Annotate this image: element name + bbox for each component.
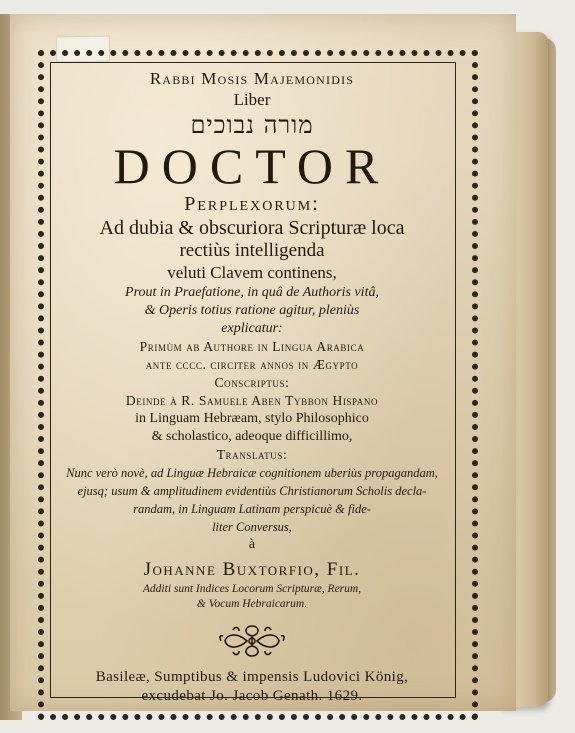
translation-line-3: & scholastico, adeoque difficillimo, <box>151 429 353 444</box>
addendum-line-2: & Vocum Hebraicarum. <box>196 598 308 610</box>
preface-line-2: & Operis totius ratione agitur, pleniùs <box>144 303 360 318</box>
imprint-line-2: excudebat Jo. Jacob Genath. 1629. <box>141 688 363 704</box>
origin-line-1: Primùm ab Authore in Lingua Arabica <box>139 339 365 354</box>
subtitle-line-2: rectiùs intelligenda <box>179 240 325 261</box>
translation-line-4: Translatus: <box>216 447 288 462</box>
liber-line: Liber <box>233 90 271 109</box>
translator-name: Johanne Buxtorfio, Fil. <box>143 559 361 580</box>
subtitle-line-3: veluti Clavem continens, <box>167 263 337 282</box>
author-line: Rabbi Mosis Majemonidis <box>149 69 355 88</box>
origin-line-3: Conscriptus: <box>214 375 290 390</box>
subtitle-line-1: Ad dubia & obscuriora Scripturæ loca <box>99 217 405 239</box>
title-page <box>10 14 516 711</box>
main-title: DOCTOR <box>113 138 391 194</box>
imprint-line-1: Basileæ, Sumptibus & impensis Ludovici König, <box>95 669 409 685</box>
latin-line-4: liter Conversus, <box>212 520 292 534</box>
addendum-line-1: Additi sunt Indices Locorum Scripturæ, Rerum, <box>142 583 362 595</box>
preface-line-1: Prout in Praefatione, in quâ de Authoris vitâ, <box>125 285 379 300</box>
title-text-block <box>50 66 454 706</box>
latin-line-1: Nunc verò novè, ad Linguæ Hebraicæ cognitionem uberiùs propagandam, <box>66 466 438 480</box>
latin-line-2: ejusq; usum & amplitudinem evidentiùs Christianorum Scholis decla- <box>77 484 427 498</box>
latin-line-3: randam, in Linguam Latinam perspicuè & fide- <box>133 502 371 516</box>
origin-line-2: ante cccc. circiter annos in Ægypto <box>145 357 359 372</box>
preface-line-3: explicatur: <box>221 321 283 336</box>
hebrew-title: מורה נבוכים <box>190 111 314 139</box>
printer-ornament-icon <box>217 622 287 660</box>
a-line: à <box>248 537 256 552</box>
translation-line-1: Deinde à R. Samuele Aben Tybbon Hispano <box>125 393 379 408</box>
subtitle-perplexorum: Perplexorum: <box>184 193 320 215</box>
translation-line-2: in Linguam Hebræam, stylo Philosophico <box>135 411 369 426</box>
